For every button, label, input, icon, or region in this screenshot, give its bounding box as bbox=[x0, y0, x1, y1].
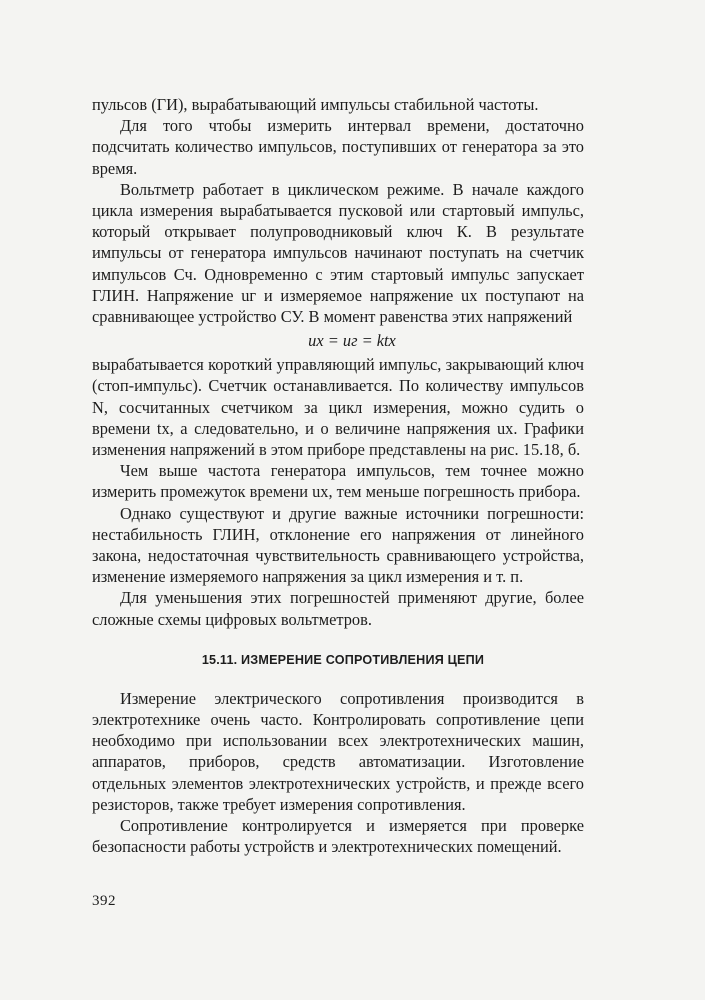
page-body bbox=[92, 94, 584, 858]
paragraph-stop-pulse: вырабатывается короткий управляющий импульс, закрывающий ключ (стоп-импульс). Счетчик останавливается. По количеству импульсов N, сосчитанных счетчиком за цикл измерения, можно судить о времени tx, а следовательно, и о величине напряжения ux. Графики изменения напряжений в этом приборе представлены на рис. 15.18, б. bbox=[92, 355, 584, 460]
paragraph-safety-check: Сопротивление контролируется и измеряется при проверке безопасности работы устройств и электротехнических помещений. bbox=[92, 816, 584, 857]
paragraph-frequency: Чем выше частота генератора импульсов, тем точнее можно измерить промежуток времени ux, тем меньше погрешность прибора. bbox=[92, 461, 584, 502]
paragraph-error-sources: Однако существуют и другие важные источники погрешности: нестабильность ГЛИН, отклонение его напряжения от линейного закона, недостаточная чувствительность сравнивающего устройства, изменение измеряемого напряжения за цикл измерения и т. п. bbox=[92, 503, 584, 587]
paragraph-voltmeter-cycle: Вольтметр работает в циклическом режиме. В начале каждого цикла измерения вырабатывается пусковой или стартовый импульс, который открывает полупроводниковый ключ К. В результате импульсы от генератора импульсов начинают поступать на счетчик импульсов Сч. Одновременно с этим стартовый импульс запускает ГЛИН. Напряжение uг и измеряемое напряжение ux поступают на сравнивающее устройство СУ. В момент равенства этих напряжений bbox=[92, 179, 584, 327]
paragraph-complex-schemes: Для уменьшения этих погрешностей применяют другие, более сложные схемы цифровых вольтметров. bbox=[92, 588, 584, 629]
paragraph-resistance-measurement: Измерение электрического сопротивления производится в электротехнике очень часто. Контролировать сопротивление цепи необходимо при использовании всех электротехнических машин, аппаратов, приборов, средств автоматизации. Изготовление отдельных элементов электротехнических устройств, и прежде всего резисторов, также требует измерения сопротивления. bbox=[92, 688, 584, 814]
section-heading: 15.11. ИЗМЕРЕНИЕ СОПРОТИВЛЕНИЯ ЦЕПИ bbox=[201, 652, 485, 667]
paragraph-interval: Для того чтобы измерить интервал времени, достаточно подсчитать количество импульсов, поступивших от генератора за это время. bbox=[92, 116, 584, 178]
formula-equality: ux = uг = ktx bbox=[308, 331, 396, 351]
page-number: 392 bbox=[92, 893, 116, 909]
paragraph-continuation: пульсов (ГИ), вырабатывающий импульсы стабильной частоты. bbox=[92, 95, 539, 114]
